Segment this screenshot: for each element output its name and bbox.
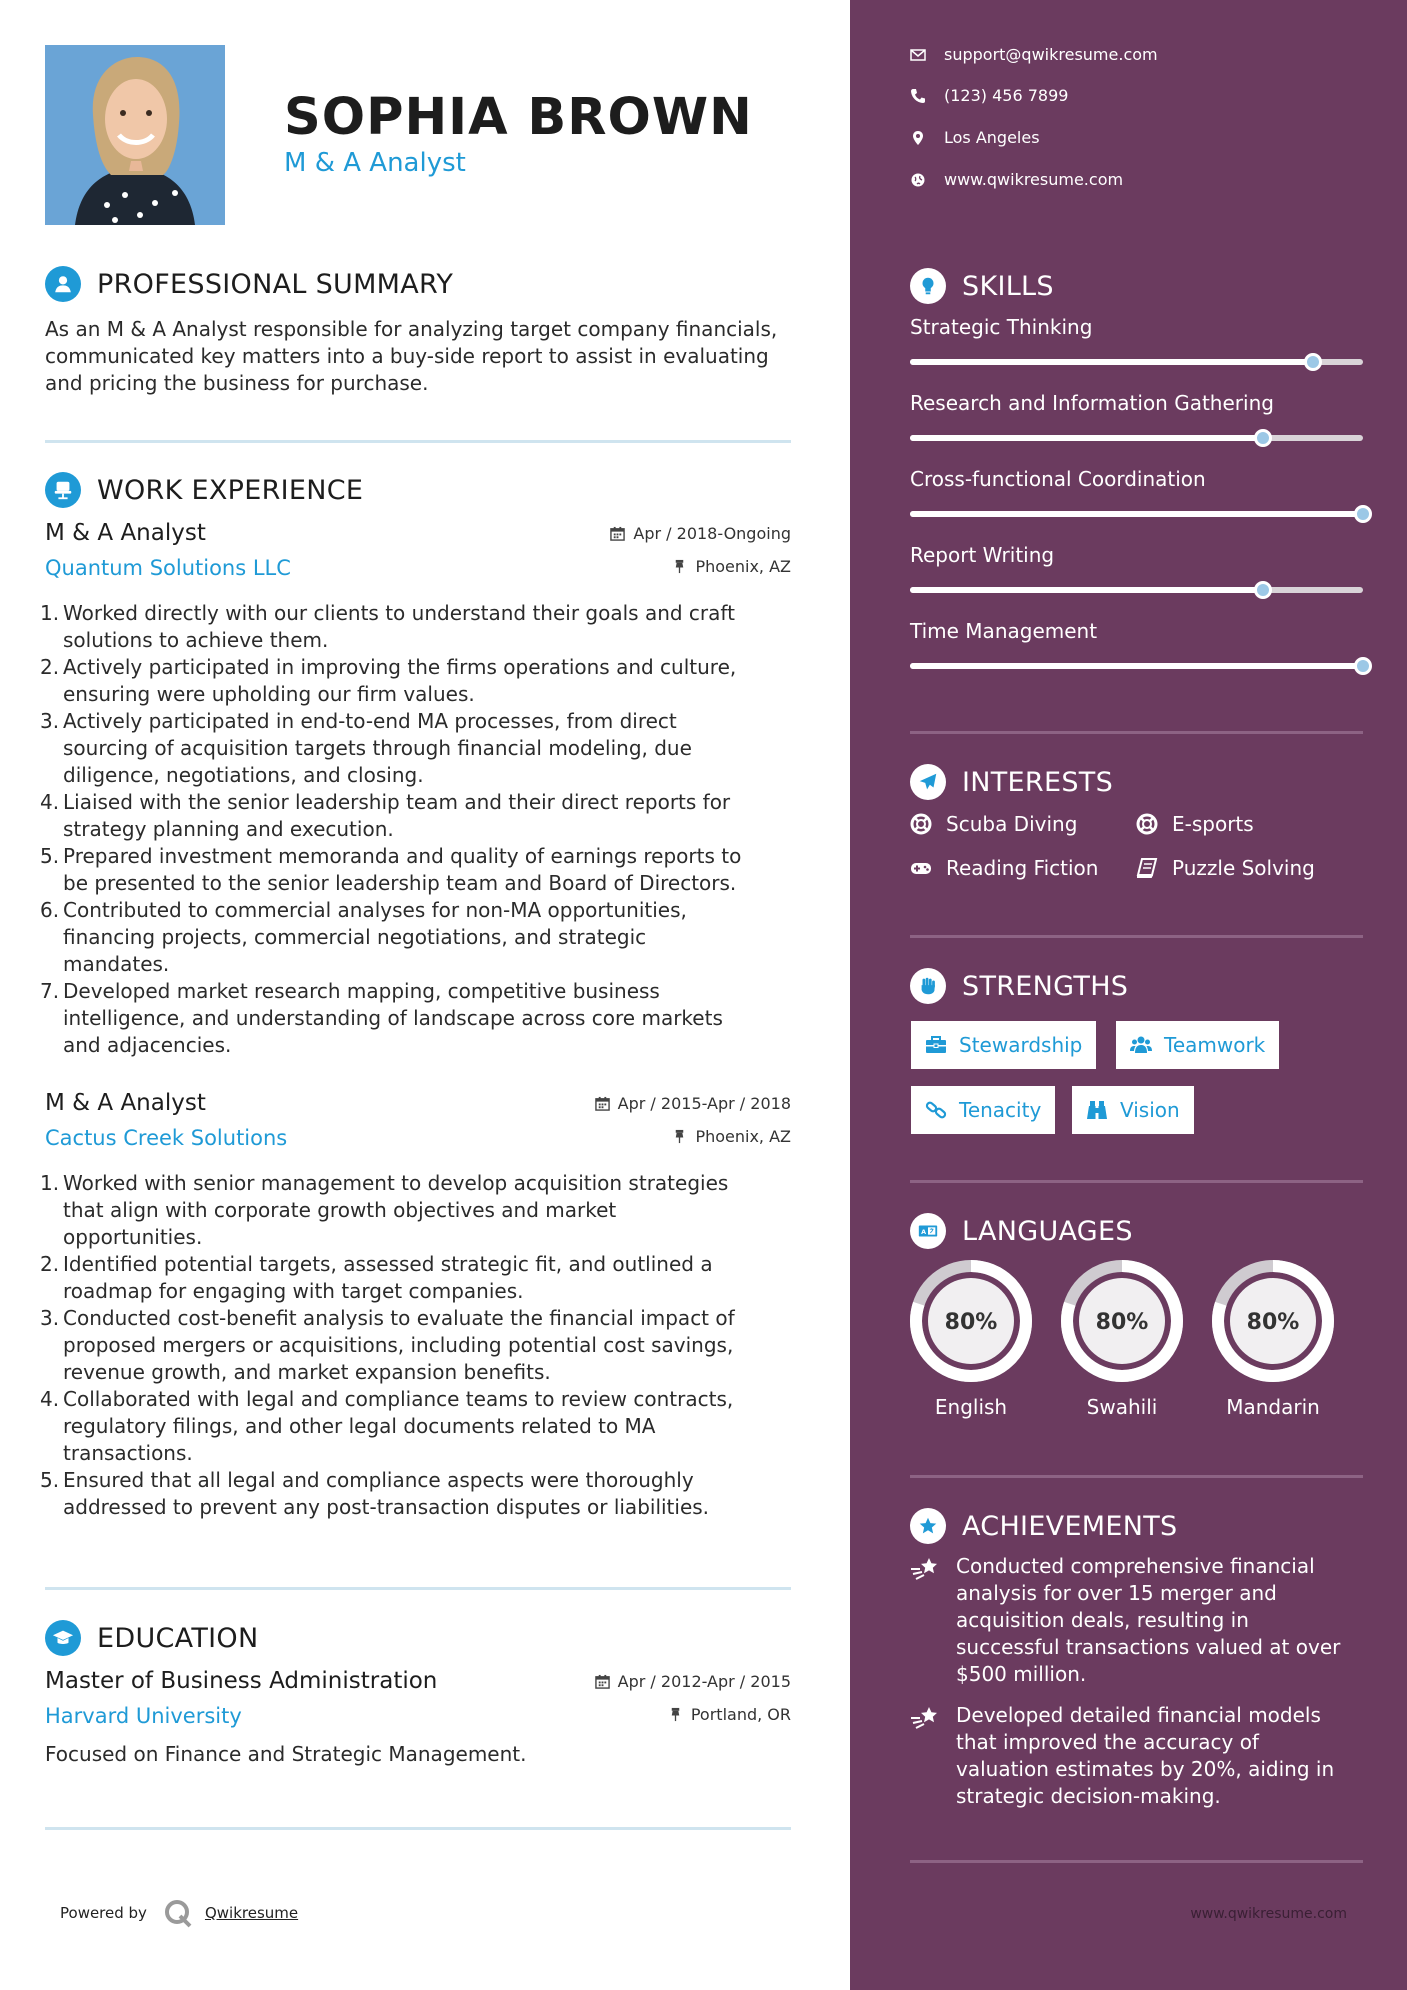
school: Harvard University xyxy=(45,1704,242,1728)
presentation-icon xyxy=(45,472,81,508)
section-divider xyxy=(910,1860,1363,1863)
strength-badge: Teamwork xyxy=(1116,1021,1279,1069)
education-heading: EDUCATION xyxy=(45,1620,258,1656)
lightbulb-icon xyxy=(910,268,946,304)
section-divider xyxy=(910,1475,1363,1478)
skill-level-knob xyxy=(1354,505,1372,523)
language-percent: 80% xyxy=(1095,1310,1149,1335)
summary-text: As an M & A Analyst responsible for analyzing target company financials, communicated key matters into a buy-side report to assist in evaluating and pricing the business for purchase. xyxy=(45,317,778,395)
language-item xyxy=(1060,1259,1184,1419)
list-item: 4. Liaised with the senior leadership team and their direct reports for strategy planning and execution. xyxy=(40,790,731,841)
envelope-icon xyxy=(910,47,926,63)
interests-heading: INTERESTS xyxy=(910,764,1113,800)
skill-bar xyxy=(910,435,1363,441)
skill-level-knob xyxy=(1254,581,1272,599)
achievements-heading: ACHIEVEMENTS xyxy=(910,1508,1178,1544)
language-ring xyxy=(909,1259,1033,1383)
skill-level-knob xyxy=(1254,429,1272,447)
star-badge-icon xyxy=(910,1508,946,1544)
briefcase-icon xyxy=(925,1034,947,1056)
qwikresume-logo-icon xyxy=(163,1898,193,1928)
skill-bar xyxy=(910,511,1363,517)
section-divider xyxy=(45,1827,791,1830)
calendar-icon xyxy=(595,1096,610,1111)
skill-bar-fill xyxy=(910,587,1263,593)
job-entry xyxy=(40,1090,791,1530)
users-icon xyxy=(1130,1034,1152,1056)
language-item xyxy=(1211,1259,1335,1419)
pin-icon xyxy=(668,1707,683,1722)
profile-photo xyxy=(45,45,225,225)
summary-heading: PROFESSIONAL SUMMARY xyxy=(45,266,453,302)
book-icon xyxy=(1136,857,1158,879)
calendar-icon xyxy=(610,526,625,541)
list-item: 1. Worked directly with our clients to understand their goals and craft solutions to achieve them. xyxy=(40,601,735,652)
job-bullets xyxy=(40,600,800,1059)
interest-item: Reading Fiction xyxy=(910,856,1098,880)
strengths-heading: STRENGTHS xyxy=(910,968,1128,1004)
skill-level-knob xyxy=(1354,657,1372,675)
job-role: M & A Analyst xyxy=(45,520,206,546)
language-name: English xyxy=(934,1395,1008,1419)
candidate-title: M & A Analyst xyxy=(284,148,466,178)
skills-heading: SKILLS xyxy=(910,268,1054,304)
job-company: Quantum Solutions LLC xyxy=(45,556,291,580)
pin-icon xyxy=(672,559,687,574)
graduation-cap-icon xyxy=(45,1620,81,1656)
list-item: 3. Actively participated in end-to-end MA processes, from direct sourcing of acquisition targets through financial modeling, due diligence, negotiations, and closing. xyxy=(40,709,692,787)
education-location: Portland, OR xyxy=(668,1705,791,1724)
language-name: Mandarin xyxy=(1226,1395,1320,1419)
skill-bar-fill xyxy=(910,435,1263,441)
paper-plane-icon xyxy=(910,764,946,800)
language-percent: 80% xyxy=(1246,1310,1300,1335)
qwikresume-link[interactable]: Qwikresume xyxy=(204,1904,299,1922)
job-location: Phoenix, AZ xyxy=(672,1127,791,1146)
language-icon xyxy=(910,1213,946,1249)
pin-icon xyxy=(672,1129,687,1144)
contact-email[interactable]: support@qwikresume.com xyxy=(910,45,1158,64)
list-item: 5. Prepared investment memoranda and quality of earnings reports to be presented to the senior leadership team and Board of Directors. xyxy=(40,844,742,895)
gamepad-icon xyxy=(910,857,932,879)
language-item xyxy=(909,1259,1033,1419)
job-date: Apr / 2015-Apr / 2018 xyxy=(595,1094,791,1113)
life-ring-icon xyxy=(910,813,932,835)
sidebar xyxy=(850,0,1407,1990)
list-item: 2. Identified potential targets, assessed strategic fit, and outlined a roadmap for engaging with target companies. xyxy=(40,1252,713,1303)
job-bullets xyxy=(40,1170,800,1521)
list-item: 2. Actively participated in improving the firms operations and culture, ensuring were upholding our firm values. xyxy=(40,655,737,706)
education-note: Focused on Finance and Strategic Management. xyxy=(45,1742,527,1766)
skill-bar-fill xyxy=(910,511,1363,517)
fist-icon xyxy=(910,968,946,1004)
work-heading: WORK EXPERIENCE xyxy=(45,472,363,508)
list-item: 6. Contributed to commercial analyses for non-MA opportunities, financing projects, commercial negotiations, and strategic mandates. xyxy=(40,898,687,976)
list-item: 1. Worked with senior management to develop acquisition strategies that align with corporate growth objectives and market opportunities. xyxy=(40,1171,729,1249)
list-item: 4. Collaborated with legal and compliance teams to review contracts, regulatory filings, and other legal documents related to MA transactions. xyxy=(40,1387,734,1465)
svg-text:A: A xyxy=(921,1228,927,1237)
language-percent: 80% xyxy=(944,1310,998,1335)
contact-location: Los Angeles xyxy=(910,128,1040,147)
skill-name: Report Writing xyxy=(910,543,1055,567)
map-marker-icon xyxy=(910,130,926,146)
shooting-star-icon xyxy=(910,1555,940,1583)
list-item: 7. Developed market research mapping, competitive business intelligence, and understanding of landscape across core markets and adjacencies. xyxy=(40,979,723,1057)
life-ring-icon xyxy=(1136,813,1158,835)
calendar-icon xyxy=(595,1674,610,1689)
skill-bar xyxy=(910,663,1363,669)
job-company: Cactus Creek Solutions xyxy=(45,1126,288,1150)
achievement-item: Conducted comprehensive financial analysis for over 15 merger and acquisition deals, resulting in successful transactions valued at over $500 million. xyxy=(910,1553,1370,1688)
skill-bar xyxy=(910,587,1363,593)
skill-name: Research and Information Gathering xyxy=(910,391,1274,415)
skill-bar xyxy=(910,359,1363,365)
phone-icon xyxy=(910,88,926,104)
job-date: Apr / 2018-Ongoing xyxy=(610,524,791,543)
section-divider xyxy=(910,935,1363,938)
achievement-item: Developed detailed financial models that improved the accuracy of valuation estimates by 20%, aiding in strategic decision-making. xyxy=(910,1702,1370,1810)
shooting-star-icon xyxy=(910,1704,940,1732)
section-divider xyxy=(910,1180,1363,1183)
candidate-name: SOPHIA BROWN xyxy=(284,88,753,147)
job-entry xyxy=(40,520,791,1060)
interest-item: E-sports xyxy=(1136,812,1254,836)
strength-badge: Vision xyxy=(1072,1086,1194,1134)
job-location: Phoenix, AZ xyxy=(672,557,791,576)
degree: Master of Business Administration xyxy=(45,1668,438,1694)
skill-name: Cross-functional Coordination xyxy=(910,467,1206,491)
language-name: Swahili xyxy=(1086,1395,1158,1419)
binoculars-icon xyxy=(1086,1099,1108,1121)
interest-item: Puzzle Solving xyxy=(1136,856,1315,880)
skill-name: Strategic Thinking xyxy=(910,315,1093,339)
interest-item: Scuba Diving xyxy=(910,812,1077,836)
education-date: Apr / 2012-Apr / 2015 xyxy=(595,1672,791,1691)
skill-level-knob xyxy=(1304,353,1322,371)
job-role: M & A Analyst xyxy=(45,1090,206,1116)
link-icon xyxy=(925,1099,947,1121)
list-item: 3. Conducted cost-benefit analysis to evaluate the financial impact of proposed mergers or acquisitions, including potential cost savings, revenue growth, and market expansion benefits. xyxy=(40,1306,735,1384)
section-divider xyxy=(45,440,791,443)
section-divider xyxy=(910,731,1363,734)
contact-phone[interactable]: (123) 456 7899 xyxy=(910,86,1068,105)
skill-bar-fill xyxy=(910,359,1313,365)
list-item: 5. Ensured that all legal and compliance aspects were thoroughly addressed to prevent any post-transaction disputes or liabilities. xyxy=(40,1468,710,1519)
user-icon xyxy=(45,266,81,302)
skill-name: Time Management xyxy=(910,619,1098,643)
section-divider xyxy=(45,1587,791,1590)
contact-website[interactable]: www.qwikresume.com xyxy=(910,170,1123,189)
skill-bar-fill xyxy=(910,663,1363,669)
strength-badge: Stewardship xyxy=(911,1021,1096,1069)
language-ring xyxy=(1211,1259,1335,1383)
education-entry xyxy=(45,1668,791,1738)
powered-by: Powered by Qwikresume xyxy=(60,1898,298,1928)
footer-site-link[interactable]: www.qwikresume.com xyxy=(1190,1906,1347,1922)
strength-badge: Tenacity xyxy=(911,1086,1055,1134)
globe-icon xyxy=(910,172,926,188)
language-ring xyxy=(1060,1259,1184,1383)
languages-heading: A LANGUAGES xyxy=(910,1213,1133,1249)
